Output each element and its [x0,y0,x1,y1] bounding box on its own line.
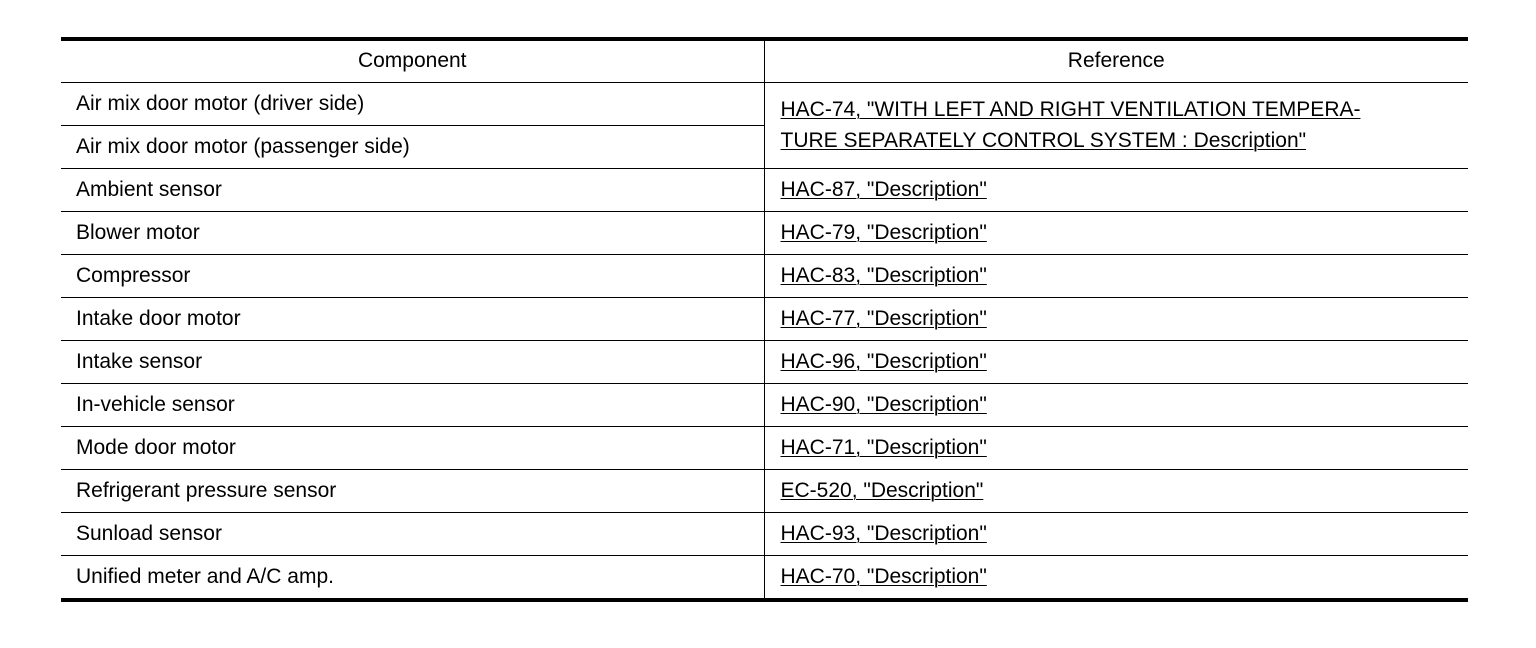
reference-cell [764,298,1468,341]
header-component: Component [61,39,764,83]
table-row [61,255,1468,298]
reference-cell [764,470,1468,513]
table-row [61,341,1468,384]
component-cell: Mode door motor [61,427,764,470]
component-cell: Intake sensor [61,341,764,384]
reference-link[interactable]: HAC-71, "Description" [780,435,987,459]
component-cell: Air mix door motor (passenger side) [61,126,764,169]
table-row [61,212,1468,255]
component-cell: Air mix door motor (driver side) [61,83,764,126]
reference-cell [764,255,1468,298]
reference-link-line-1: HAC-74, "WITH LEFT AND RIGHT VENTILATION TEMPERA- [780,98,1361,122]
component-cell: In-vehicle sensor [61,384,764,427]
table-row [61,513,1468,556]
reference-link[interactable]: HAC-96, "Description" [780,349,987,373]
table-row [61,427,1468,470]
reference-link[interactable]: HAC-79, "Description" [780,220,987,244]
reference-link[interactable]: HAC-83, "Description" [780,263,987,287]
reference-link[interactable]: HAC-93, "Description" [780,521,987,545]
component-cell: Compressor [61,255,764,298]
component-cell: Ambient sensor [61,169,764,212]
table-row [61,556,1468,601]
component-cell: Intake door motor [61,298,764,341]
reference-link-line-2: TURE SEPARATELY CONTROL SYSTEM : Description" [780,128,1307,152]
reference-cell [764,513,1468,556]
reference-cell [764,169,1468,212]
table-row [61,83,1468,126]
reference-link[interactable]: HAC-87, "Description" [780,177,987,201]
component-cell: Refrigerant pressure sensor [61,470,764,513]
table-row [61,384,1468,427]
table-row [61,470,1468,513]
reference-cell [764,384,1468,427]
reference-link[interactable]: HAC-70, "Description" [780,564,987,588]
reference-cell [764,212,1468,255]
header-reference: Reference [764,39,1468,83]
table-row [61,298,1468,341]
reference-link[interactable]: HAC-77, "Description" [780,306,987,330]
reference-link-hac-74[interactable] [781,95,1449,156]
reference-link[interactable]: HAC-90, "Description" [780,392,987,416]
reference-cell [764,427,1468,470]
reference-cell [764,341,1468,384]
reference-cell-merged [764,83,1468,169]
table-header-row [61,39,1468,83]
component-cell: Blower motor [61,212,764,255]
component-reference-table [61,37,1468,602]
reference-link[interactable]: EC-520, "Description" [780,478,984,502]
reference-cell [764,556,1468,601]
component-cell: Unified meter and A/C amp. [61,556,764,601]
table-row [61,169,1468,212]
component-cell: Sunload sensor [61,513,764,556]
